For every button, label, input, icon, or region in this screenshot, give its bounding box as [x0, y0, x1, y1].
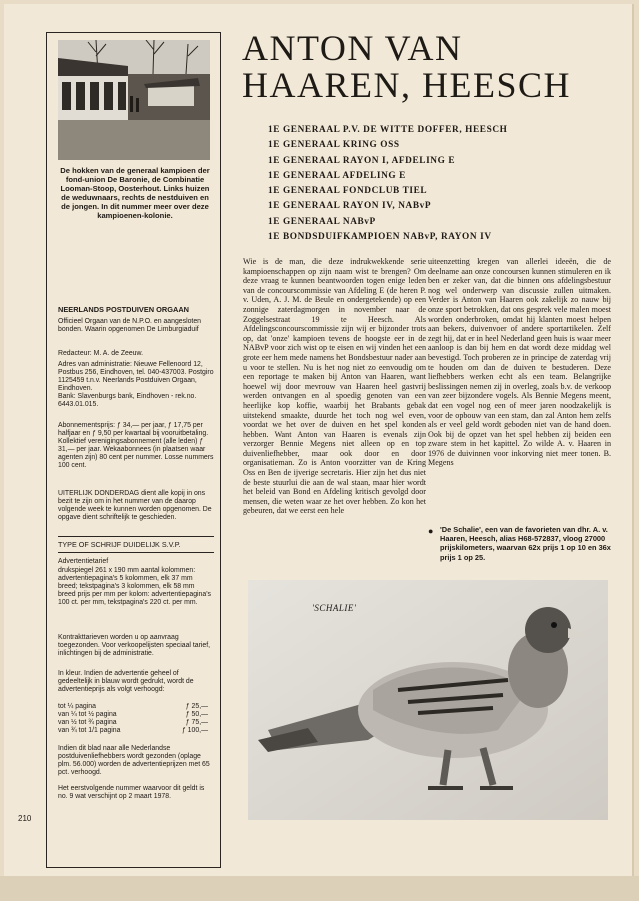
bullet-icon: ● [428, 526, 434, 536]
photo-caption: De hokken van de generaal kampioen der fond-union De Baronie, de Combinatie Looman-Stoop, Oosterhout. Links huizen de weduwnaars, rechts de nestduiven en de jongen. In dit nummer meer over deze kampioenen-kolonie. [60, 166, 210, 221]
subscription-rates: Abonnementsprijs: ƒ 34,— per jaar, ƒ 17,75 per halfjaar en ƒ 9,50 per kwartaal bij vooruitbetaling. Kollektief verenigingsabonnement (alle leden) ƒ 31,— per jaar. Wekaabonnees (in plaatsen waar agenten zijn) 80 cent per nummer. Losse nummers 100 cent. [58, 422, 214, 470]
honor-item: 1E GENERAAL P.V. DE WITTE DOFFER, HEESCH [268, 125, 508, 135]
org-subtitle: Officieel Orgaan van de N.P.O. en aangesloten bonden. Waarin opgenomen De Limburgiaduif [58, 318, 202, 334]
type-notice: TYPE OF SCHRIJF DUIDELIJK S.V.P. [58, 540, 181, 549]
color-note: In kleur. Indien de advertentie geheel of gedeeltelijk in blauw wordt gedrukt, wordt de advertentieprijs als volgt verhoogd: [58, 670, 194, 694]
honor-item: 1E GENERAAL NABvP [268, 216, 376, 227]
bank-details: Bank: Slavenburgs bank, Eindhoven - rek.no. 6443.01.015. [58, 393, 197, 409]
admin-address: Adres van administratie: Nieuwe Fellenoord 12, Postbus 256, Eindhoven, tel. 040-437003. Postgiro 1125459 t.n.v. Neerlands Postduiven Orgaan, Eindhoven. [58, 361, 214, 393]
rate-label: van ½ tot ¾ pagina [58, 719, 117, 727]
honor-item: 1E GENERAAL RAYON I, AFDELING E [268, 155, 456, 166]
article-column-2 [428, 257, 611, 468]
article-text: Wie is de man, die deze indrukwekkende serie kampioenschappen op zijn naam wist te brengen? Om deze vraag te kunnen beantwoorden togen enige leden van de concourscommissie van Afdeling E (de heren P. v. Uden, A. J. M. de Beule en ondergetekende) op een zonnige zaterdagmorgen in november naar de Zoggelsestraat 19 te Heesch. Als Afdelingsconcourscommissie zijn wij er bijzonder trots op, dat 'onze' kampioen tevens de hoogste eer in de NABvP voor zich wist op te eisen en wij vinden het een grote eer hem mede namens het Bondsbestuur nader aan u voor te stellen. Nu is het nog niet zo eenvoudig om een reportage te maken bij Anton van Haaren, want hoewel wij door mevrouw van Haaren heel gastvrij werden ontvangen en al spoedig genoten van een heerlijke kop koffie, waarbij het Brabants gebak uitstekend smaakte, duurde het toch nog wel even, voordat we het over de duiven en het spel konden hebben. Want Anton van Haaren is evenals zijn verzorger Bennie Megens niet alleen op en top duivenliefhebber, maar ook door en door organisatieman. Zo is Anton voorzitter van de Kring Oss en Ben de ijverige secretaris. Hier zijn het dus niet de beste stuurlui die aan de wal staan, maar hier wordt het beleid van Bond en Afdeling kritisch gevolgd door mensen, die weten waar ze het over hebben. Zo kon het gebeuren, dat we eerst een hele [243, 257, 426, 516]
article-title: ANTON VAN HAAREN, HEESCH [242, 28, 572, 105]
rate-row [58, 719, 208, 727]
deadline-notice: UITERLIJK DONDERDAG dient alle kopij in ons bezit te zijn om in het nummer van de daarop volgende week te kunnen worden opgenomen. De opgave dient schriftelijk te geschieden. [58, 490, 212, 522]
ad-rate-text: drukspiegel 261 x 190 mm aantal kolommen: advertentiepagina's 5 kolommen, elk 37 mm breed; tekstpagina's 3 kolommen, elk 58 mm breed prijs per mm per kolom: advertentiepagina's 100 ct. per mm, tekstpagina's 220 ct. per mm. [58, 567, 211, 607]
article-column-1 [243, 257, 426, 516]
rate-price: ƒ 50,— [185, 711, 208, 719]
contract-note: Kontrakttarieven worden u op aanvraag toegezonden. Voor verkoopelijsten speciaal tarief, inlichtingen bij de administratie. [58, 634, 211, 658]
honor-item: 1E GENERAAL FONDCLUB TIEL [268, 186, 428, 197]
page-number: 210 [18, 814, 32, 823]
honor-item: 1E GENERAAL AFDELING E [268, 170, 406, 181]
loft-photo [58, 40, 210, 160]
org-title: NEERLANDS POSTDUIVEN ORGAAN [58, 305, 189, 314]
rate-label: van ¾ tot 1/1 pagina [58, 727, 121, 735]
article-text: uiteenzetting kregen van allerlei ideeën, die de deelname aan onze concoursen kunnen stimuleren en ik ben er zeker van, dat die binnen ons afdelingsbestuur nog wel onderwerp van discussie zullen uitmaken. Verder is Anton van Haaren ook zakelijk zo nauw bij onze sport betrokken, dat ons gesprek vele malen moest worden onderbroken, omdat hij klanten moest helpen aan bekers, duivenvoer of andere sportartikelen. Zelf zegt hij, dat er in heel Nederland geen huis is waar meer aanloop is dan bij hem en dat wordt deze middag wel bevestigd. Toch proberen ze in principe de zaterdag vrij te houden om dan de duiven te bestuderen. Deze liefhebbers werken echt als een team. Belangrijke beslissingen nemen zij in overleg, zoals b.v. de verkoop van zeer bijzondere vogels. Als Bennie Megens meent, dat een vogel nog een of meer jaren noodzakelijk is voor de opbouw van een stam, dan zal Anton hem zelfs als er veel geld wordt geboden niet van de hand doen. Ook bij de opzet van het spel hebben zij beiden een zware stem in het kapittel. Zo wilde A. v. Haaren in 1976 de duivinnen voor inkorving niet meer tonen. B. Megens [428, 257, 611, 468]
ad-rate-title: Advertentietarief [58, 558, 109, 565]
pigeon-name-label: 'SCHALIE' [312, 603, 357, 613]
honor-item: 1E GENERAAL RAYON IV, NABvP [268, 201, 432, 212]
color-rates [58, 703, 214, 735]
rate-price: ƒ 75,— [185, 719, 208, 727]
pigeon-caption: 'De Schalie', een van de favorieten van dhr. A. v. Haaren, Heesch, alias H68-572837, vloog 27000 prijskilometers, waarvan 62x prijs 1 op 10 en 36x prijs 1 op 25. [440, 525, 611, 562]
rate-row [58, 727, 208, 735]
divider [58, 552, 214, 553]
color-footer: Indien dit blad naar alle Nederlandse postduivenliefhebbers wordt gezonden (oplage plm. 56.000) worden de advertentieprijzen met 65 pct. verhoogd. [58, 745, 210, 777]
honor-item: 1E GENERAAL KRING OSS [268, 140, 400, 151]
divider [58, 536, 214, 537]
scan-margin [0, 876, 639, 901]
rate-row [58, 711, 208, 719]
honors-list [268, 123, 608, 245]
pigeon-photo [248, 580, 608, 820]
rate-price: ƒ 100,— [181, 727, 208, 735]
next-issue-note: Het eerstvolgende nummer waarvoor dit geldt is no. 9 wat verschijnt op 2 maart 1978. [58, 785, 205, 801]
rate-row [58, 703, 208, 711]
rate-price: ƒ 25,— [185, 703, 208, 710]
rate-label: van ¼ tot ½ pagina [58, 711, 117, 719]
rate-label: tot ¼ pagina [58, 703, 96, 710]
honor-item: 1E BONDSDUIFKAMPIOEN NABvP, RAYON IV [268, 232, 492, 243]
editor-line: Redacteur: M. A. de Zeeuw. [58, 350, 144, 357]
